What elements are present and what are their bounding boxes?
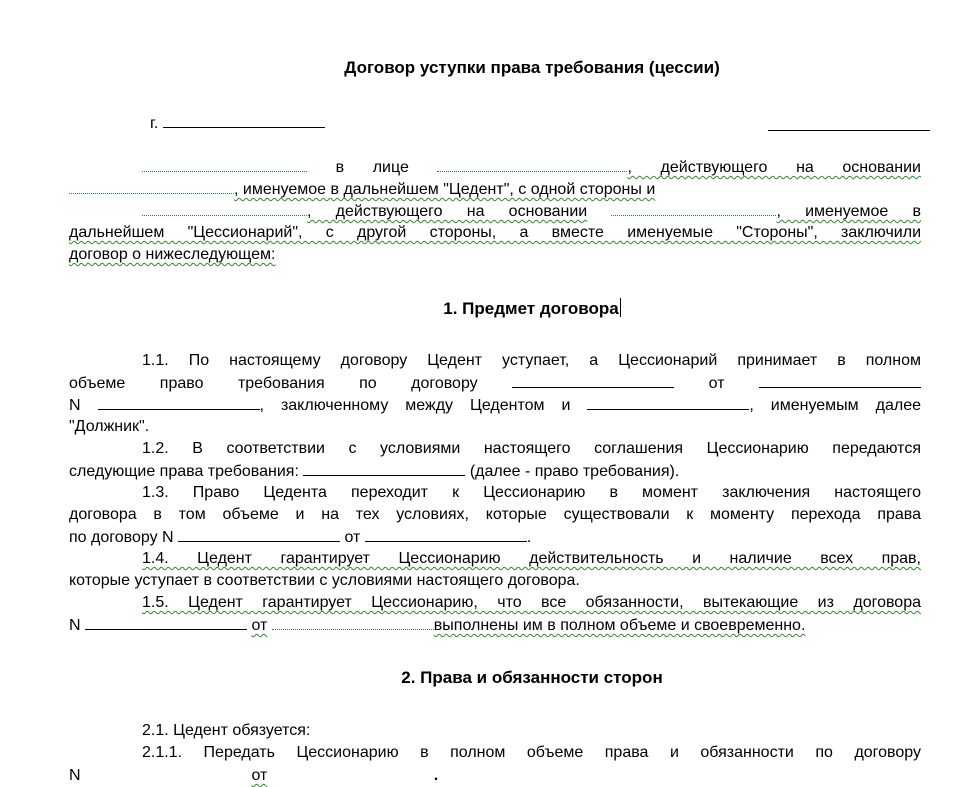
clause-2-1-1-line-2: N от . [69,764,921,786]
contract-number-blank[interactable] [512,372,674,388]
clause-1-3-line-3: по договору N от . [69,526,921,548]
debtor-name-blank[interactable] [587,394,749,410]
clause-1-2-line-1: 1.2. В соответствии с условиями настоящего соглашения Цессионарию передаются [142,440,921,457]
preamble-line-3: , действующего на основании , именуемое в [142,200,921,222]
clause-2-1-1-date-blank[interactable] [272,764,434,780]
party1-rep-blank[interactable] [437,156,627,172]
date-blank[interactable] [768,112,930,131]
contract-date-blank[interactable] [759,372,921,388]
clause-2-1-1-number-blank[interactable] [85,764,247,780]
clause-2-1-1-line-1: 2.1.1. Передать Цессионарию в полном объеме права и обязанности по договору [142,744,921,761]
section2-heading: 2. Права и обязанности сторон [401,668,663,687]
clause-1-1-line-3: N , заключенному между Цедентом и , именуемым далее [69,394,921,416]
clause-1-5-number-blank[interactable] [85,614,247,630]
preamble-line-5: договор о нижеследующем: [69,246,276,263]
clause-1-3-line-2: договора в том объеме и на тех условиях, которые существовали к моменту перехода права [69,506,921,523]
party1-basis-blank[interactable] [69,178,234,194]
document-title: Договор уступки права требования (цессии) [344,58,720,77]
party2-basis-blank[interactable] [611,200,776,216]
clause-1-4-line-1: 1.4. Цедент гарантирует Цессионарию действительность и наличие всех прав, [142,550,921,567]
clause-1-5-line-1: 1.5. Цедент гарантирует Цессионарию, что все обязанности, вытекающие из договора [142,594,921,611]
party1-name-blank[interactable] [142,156,307,172]
preamble-line-4: дальнейшем "Цессионарий", с другой стороны, а вместе именуемые "Стороны", заключили [69,224,921,241]
city-field [150,112,325,133]
clause-1-3-number-blank[interactable] [178,526,340,542]
rights-blank[interactable] [303,460,465,476]
clause-1-2-line-2: следующие права требования: (далее - право требования). [69,460,921,482]
clause-1-1-line-1: 1.1. По настоящему договору Цедент уступает, а Цессионарий принимает в полном [142,352,921,369]
city-blank[interactable] [163,112,325,128]
clause-2-1: 2.1. Цедент обязуется: [142,722,311,739]
clause-1-3-line-1: 1.3. Право Цедента переходит к Цессионарию в момент заключения настоящего [142,484,921,501]
clause-1-1-line-4: "Должник". [69,418,150,435]
city-label: г. [150,115,159,132]
clause-1-1-line-2: объеме право требования по договору от [69,372,921,394]
clause-1-4-line-2: которые уступает в соответствии с условиями настоящего договора. [69,572,580,589]
preamble-line-2: , именуемое в дальнейшем "Цедент", с одной стороны и [69,178,921,200]
section1-heading: 1. Предмет договора [443,299,619,318]
text-cursor [620,298,621,317]
clause-1-3-date-blank[interactable] [365,526,527,542]
clause-1-5-date-blank[interactable] [272,614,434,630]
clause-1-5-line-2: N от выполнены им в полном объеме и своевременно. [69,614,921,636]
party2-name-blank[interactable] [142,200,307,216]
preamble-line-1: в лице , действующего на основании [142,156,921,178]
n-number-blank[interactable] [98,394,260,410]
